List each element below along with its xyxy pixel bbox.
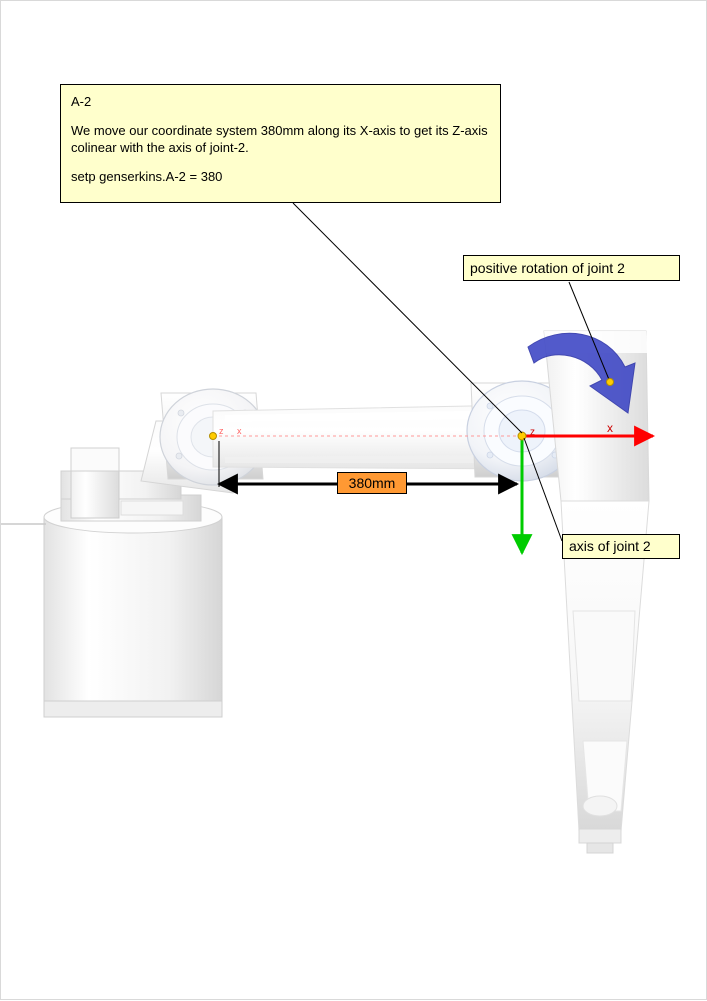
dimension-label-380mm: 380mm xyxy=(337,472,407,494)
callout-a2-command: setp genserkins.A-2 = 380 xyxy=(71,168,223,184)
robot-base xyxy=(1,448,222,717)
svg-text:z: z xyxy=(219,426,224,436)
callout-axis-of-joint-2: axis of joint 2 xyxy=(562,534,680,559)
svg-text:x: x xyxy=(237,426,242,436)
callout-positive-rotation: positive rotation of joint 2 xyxy=(463,255,680,281)
callout-a2-title: A-2 xyxy=(71,94,92,109)
svg-text:z: z xyxy=(530,427,535,438)
svg-text:x: x xyxy=(607,421,613,435)
callout-a2-body: We move our coordinate system 380mm along its X-axis to get its Z-axis colinear with the axis of joint-2. xyxy=(71,123,488,155)
callout-a2 xyxy=(60,84,501,203)
vertical-arm xyxy=(544,331,649,853)
